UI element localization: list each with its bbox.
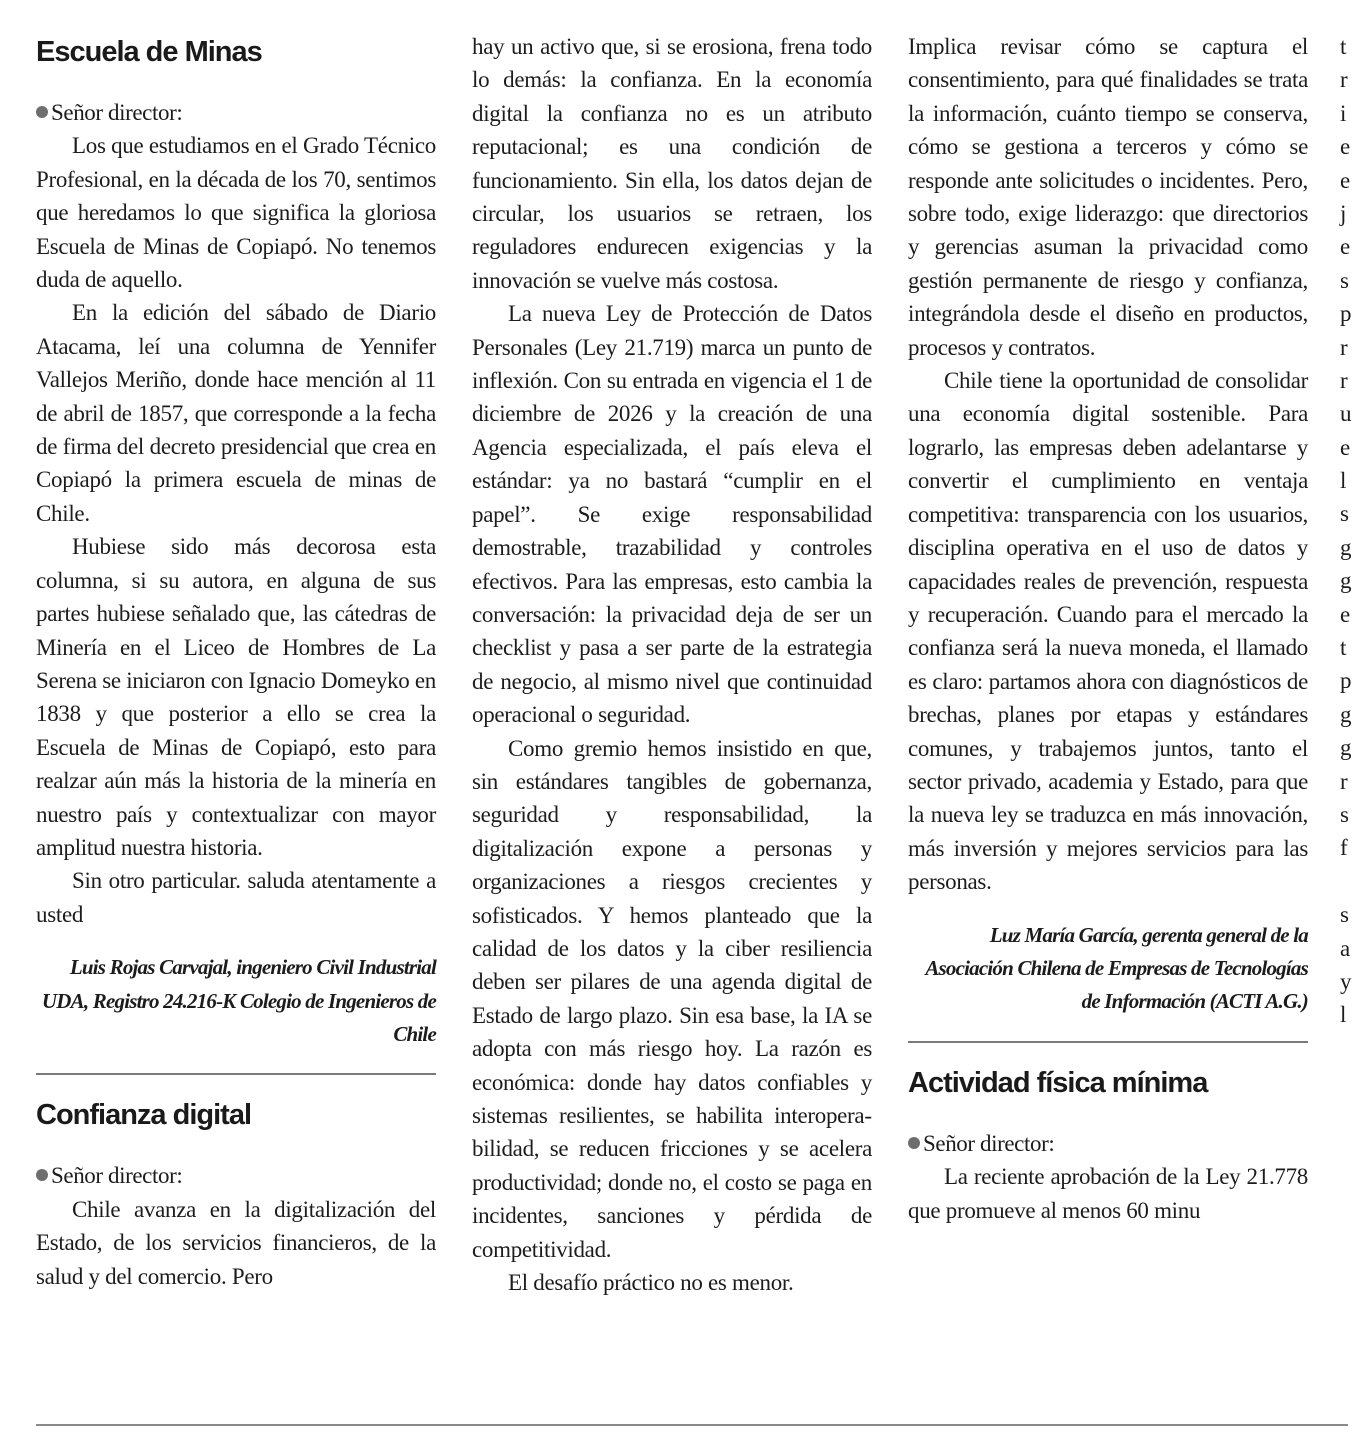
section-divider: [36, 1073, 436, 1075]
headline-actividad-fisica-minima: Actividad física mínima: [908, 1066, 1208, 1099]
edge-fragment: t: [1340, 635, 1347, 661]
edge-fragment: e: [1340, 601, 1351, 627]
edge-fragment: s: [1340, 902, 1349, 928]
letter-paragraph: hay un activo que, si se erosiona, frena todo lo demás: la confianza. En la economía digital la confianza no es un atributo reputacional; es una condición de funcionamiento. Sin ella, los datos dejan de circular, los usuarios se retraen, los reguladores endurecen exigencias y la innovación se vuelve más costosa.: [472, 34, 872, 293]
letter-signature: Luis Rojas Carvajal, ingeniero Civil Industrial UDA, Registro 24.216-K Colegio de Ingenieros de Chile: [41, 955, 436, 1046]
letter-paragraph: La reciente aprobación de la Ley 21.778 que promueve al menos 60 minu: [908, 1164, 1308, 1223]
edge-fragment: r: [1340, 768, 1348, 794]
edge-fragment: i: [1340, 100, 1347, 126]
edge-fragment: y: [1340, 968, 1352, 994]
page-bottom-rule: [36, 1424, 1348, 1426]
salutation: [36, 96, 436, 129]
edge-fragment: e: [1340, 134, 1351, 160]
column-1: [36, 30, 436, 1293]
letter-paragraph: Implica revisar cómo se captura el consentimiento, para qué finalidades se trata la información, cuánto tiempo se conserva, cómo se gestiona a terceros y cómo se responde ante solicitudes o incidentes. Pero, sobre todo, exige liderazgo: que directorios y gerencias asuman la privacidad como gestión permanente de riesgo y confianza, integrándola desde el diseño en productos, procesos y contratos.: [908, 34, 1308, 360]
letter-paragraph: La nueva Ley de Protección de Datos Personales (Ley 21.719) marca un punto de inflexión. Con su entrada en vigencia el 1 de diciembre de 2026 y la creación de una Agencia especializada, el país eleva el estándar: ya no bastará “cumplir en el papel”. Se exige responsabilidad demostrable, trazabilidad y controles efectivos. Para las empresas, esto cambia la conversación: la privacidad deja de ser un checklist y pasa a ser parte de la estrategia de negocio, al mismo nivel que continuidad operacional o seguridad.: [472, 301, 872, 728]
salutation-text: Señor director:: [51, 1163, 183, 1189]
edge-fragment: u: [1340, 401, 1352, 427]
column-2: [472, 30, 872, 1299]
edge-fragment: [1340, 865, 1348, 898]
headline-confianza-digital: Confianza digital: [36, 1099, 251, 1132]
section-divider: [908, 1041, 1308, 1043]
edge-fragment: r: [1340, 367, 1348, 393]
edge-fragment: g: [1340, 568, 1352, 594]
edge-fragment: r: [1340, 334, 1348, 360]
edge-fragment: e: [1340, 167, 1351, 193]
letter-paragraph: Chile avanza en la digitalización del Estado, de los servicios financieros, de la salud y del comercio. Pero: [36, 1196, 436, 1289]
edge-fragment: p: [1340, 301, 1352, 327]
cropped-column-edge: [1340, 30, 1352, 1032]
bullet-dot-icon: [36, 106, 48, 118]
edge-fragment: g: [1340, 701, 1352, 727]
edge-fragment: a: [1340, 935, 1351, 961]
column-3: [908, 30, 1308, 1227]
edge-fragment: s: [1340, 801, 1349, 827]
edge-fragment: l: [1340, 1002, 1347, 1028]
edge-fragment: g: [1340, 534, 1352, 560]
letter-paragraph: Como gremio hemos insistido en que, sin estándares tangibles de gobernanza, seguridad y responsabilidad, la digitalización expone a personas y organizaciones a riesgos crecientes y sofisticados. Y hemos planteado que la calidad de los datos y la ciber resiliencia deben ser pilares de una agenda digital de Estado de largo plazo. Sin esa base, la IA se adopta con más riesgo hoy. La razón es económica: donde hay datos confiables y sistemas resilientes, se habilita interoperabilidad, se reducen fricciones y se acelera productividad; donde no, el costo se paga en incidentes, sanciones y pérdida de competitividad.: [472, 735, 872, 1262]
letter-paragraph: El desafío práctico no es menor.: [508, 1270, 794, 1296]
edge-fragment: j: [1340, 200, 1347, 226]
salutation-text: Señor director:: [51, 100, 183, 125]
edge-fragment: s: [1340, 267, 1349, 293]
bullet-dot-icon: [36, 1169, 48, 1181]
letter-signature: Luz María García, gerenta general de la Asociación Chilena de Empresas de Tecnologías de Información (ACTI A.G.): [925, 922, 1308, 1014]
salutation: [36, 1159, 436, 1192]
edge-fragment: f: [1340, 835, 1348, 861]
edge-fragment: s: [1340, 501, 1349, 527]
edge-fragment: e: [1340, 234, 1351, 260]
letter-paragraph: Hubiese sido más decorosa esta columna, si su autora, en alguna de sus partes hubiese señalado que, las cátedras de Minería en el Liceo de Hombres de La Serena se iniciaron con Ignacio Domeyko en 1838 y que posterior a ello se crea la Escuela de Minas de Copiapó, esto para realzar aún más la historia de la minería en nuestro país y contextualizar con mayor amplitud nuestra historia.: [36, 534, 436, 860]
headline-escuela-de-minas: Escuela de Minas: [36, 36, 262, 68]
edge-fragment: e: [1340, 434, 1351, 460]
letter-paragraph: Chile tiene la oportunidad de consolidar una economía digital sostenible. Para lograrlo, las empresas deben adelantarse y convertir el cumplimiento en ventaja competitiva: transparencia con los usuarios, disciplina operativa en el uso de datos y capacidades reales de prevención, respuesta y recuperación. Cuando para el mercado la confianza será la nueva moneda, el llamado es claro: partamos ahora con diagnósticos de brechas, planes por etapas y estándares comunes, y trabajemos juntos, tanto el sector privado, academia y Estado, para que la nueva ley se traduzca en más innovación, más inversión y mejores servicios para las personas.: [908, 368, 1308, 895]
salutation-text: Señor director:: [923, 1130, 1055, 1156]
edge-fragment: g: [1340, 735, 1352, 761]
letter-paragraph: En la edición del sábado de Diario Atacama, leí una columna de Yennifer Vallejos Meriño, donde hace mención al 11 de abril de 1857, que corresponde a la fecha de firma del decreto presidencial que crea en Copiapó la primera escuela de minas de Chile.: [36, 300, 436, 526]
salutation: [908, 1127, 1308, 1160]
edge-fragment: r: [1340, 67, 1348, 93]
letter-paragraph: Sin otro particular. saluda atentamente a usted: [36, 868, 436, 927]
letter-paragraph: Los que estudiamos en el Grado Técnico Profesional, en la década de los 70, sentimos que heredamos lo que significa la gloriosa Escuela de Minas de Copiapó. No tenemos duda de aquello.: [36, 133, 436, 293]
edge-fragment: l: [1340, 468, 1347, 494]
edge-fragment: t: [1340, 34, 1347, 59]
bullet-dot-icon: [908, 1137, 920, 1149]
edge-fragment: p: [1340, 668, 1352, 694]
